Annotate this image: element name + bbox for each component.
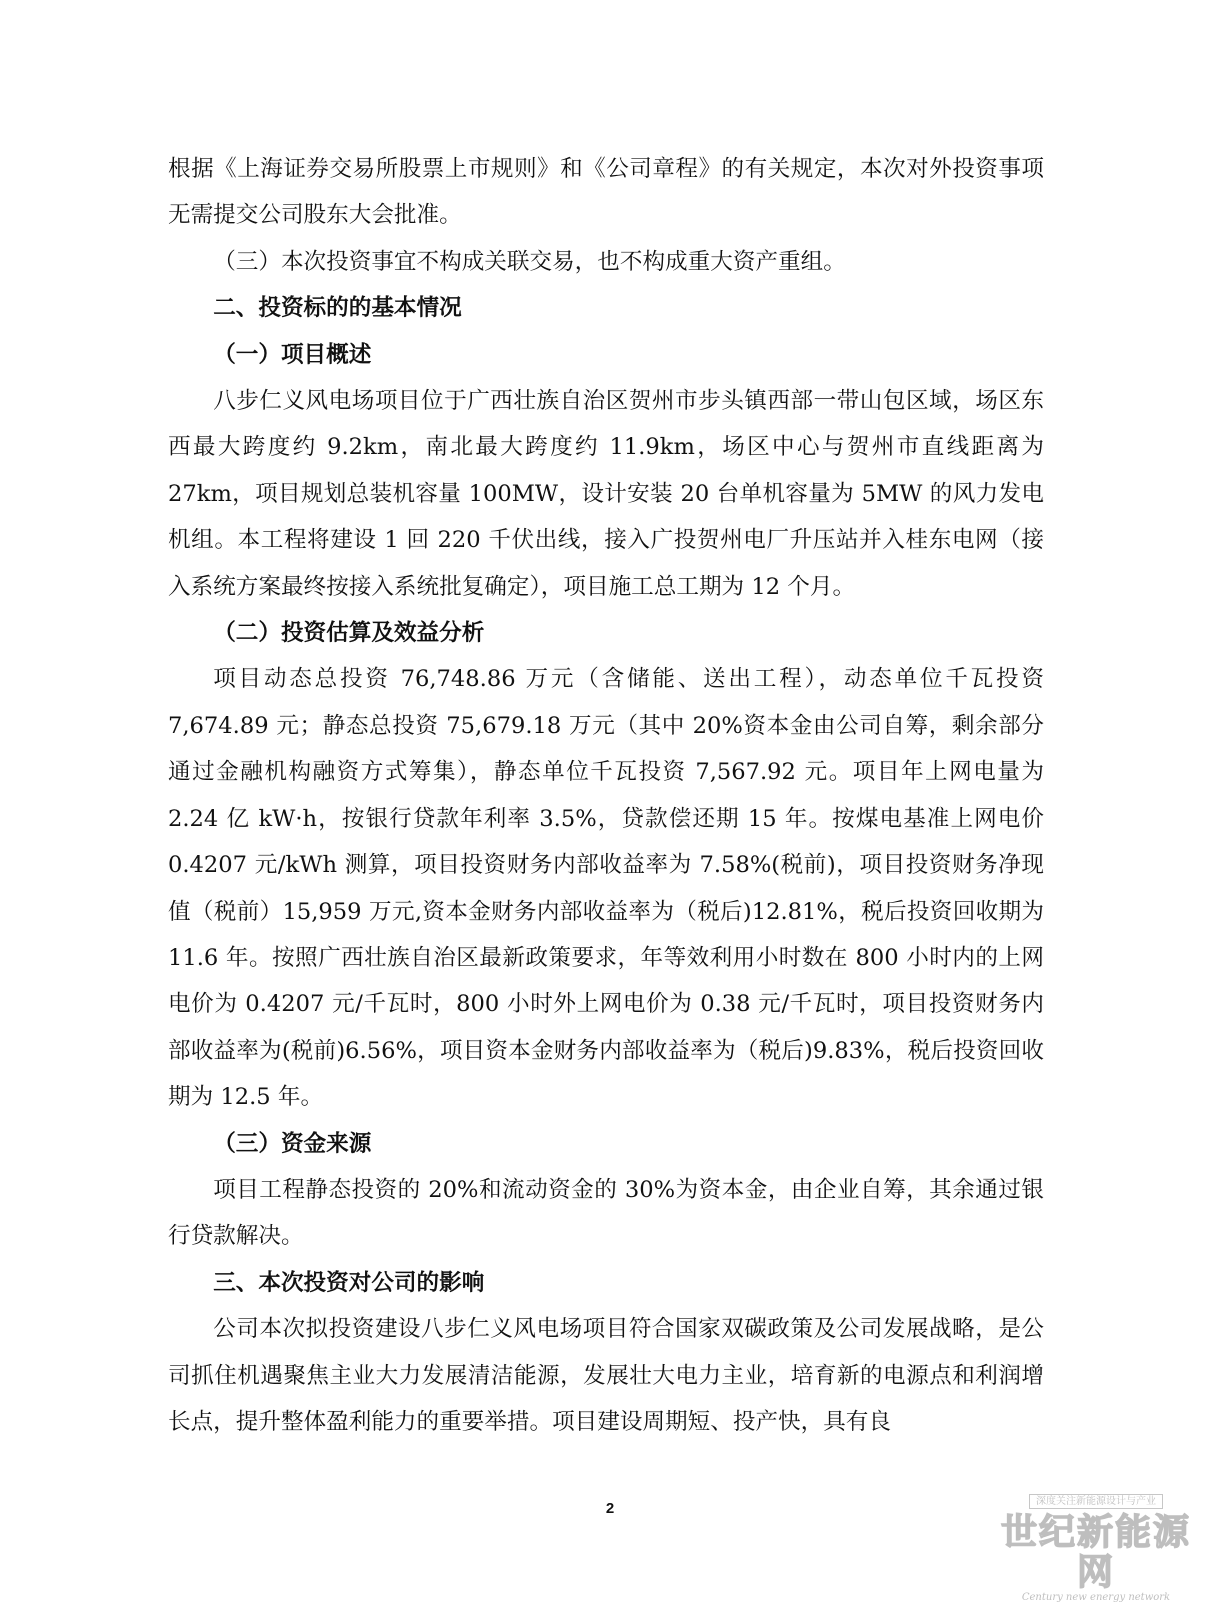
section-heading-impact: 三、本次投资对公司的影响: [213, 1269, 485, 1296]
watermark-banner: 深度关注新能源设计与产业: [1029, 1494, 1163, 1509]
document-body: [168, 146, 1044, 1445]
paragraph-investment-estimate: 项目动态总投资 76,748.86 万元（含储能、送出工程），动态单位千瓦投资7,674.89 元；静态总投资 75,679.18 万元（其中 20%资本金由公司自筹，剩余部分通过金融机构融资方式筹集），静态单位千瓦投资 7,567.92 元。项目年上网电量为2.24 亿 kW·h，按银行贷款年利率 3.5%，贷款偿还期 15 年。按煤电基准上网电价0.4207 元/kWh 测算，项目投资财务内部收益率为 7.58%(税前)，项目投资财务净现值（税前）15,959 万元,资本金财务内部收益率为（税后)12.81%，税后投资回收期为 11.6 年。按照广西壮族自治区最新政策要求，年等效利用小时数在 800 小时内的上网电价为 0.4207 元/千瓦时，800 小时外上网电价为 0.38 元/千瓦时，项目投资财务内部收益率为(税前)6.56%，项目资本金财务内部收益率为（税后)9.83%，税后投资回收期为 12.5 年。: [168, 666, 1044, 1111]
watermark-logo: [986, 1489, 1206, 1603]
watermark-title: 世纪新能源网: [1000, 1511, 1191, 1593]
paragraph-funding-source: 项目工程静态投资的 20%和流动资金的 30%为资本金，由企业自筹，其余通过银行贷款解决。: [168, 1176, 1044, 1250]
subheading-funding-source: （三）资金来源: [213, 1130, 372, 1157]
page-number: 2: [605, 1500, 615, 1517]
section-heading-investment-target: 二、投资标的的基本情况: [213, 295, 462, 322]
paragraph-impact: 公司本次拟投资建设八步仁义风电场项目符合国家双碳政策及公司发展战略，是公司抓住机遇聚焦主业大力发展清洁能源，发展壮大电力主业，培育新的电源点和利润增长点，提升整体盈利能力的重要举措。项目建设周期短、投产快，具有良: [168, 1316, 1044, 1435]
paragraph-approval: 根据《上海证券交易所股票上市规则》和《公司章程》的有关规定，本次对外投资事项无需提交公司股东大会批准。: [168, 156, 1044, 229]
subheading-investment-estimate: （二）投资估算及效益分析: [213, 620, 485, 647]
paragraph-project-overview: 八步仁义风电场项目位于广西壮族自治区贺州市步头镇西部一带山包区域，场区东西最大跨度约 9.2km，南北最大跨度约 11.9km，场区中心与贺州市直线距离为27km，项目规划总装机容量 100MW，设计安装 20 台单机容量为 5MW 的风力发电机组。本工程将建设 1 回 220 千伏出线，接入广投贺州电厂升压站并入桂东电网（接入系统方案最终按接入系统批复确定），项目施工总工期为 12 个月。: [168, 388, 1044, 600]
paragraph-no-related-transaction: （三）本次投资事宜不构成关联交易，也不构成重大资产重组。: [213, 248, 846, 275]
subheading-project-overview: （一）项目概述: [213, 341, 372, 368]
watermark-subtitle: Century new energy network: [1021, 1592, 1171, 1603]
